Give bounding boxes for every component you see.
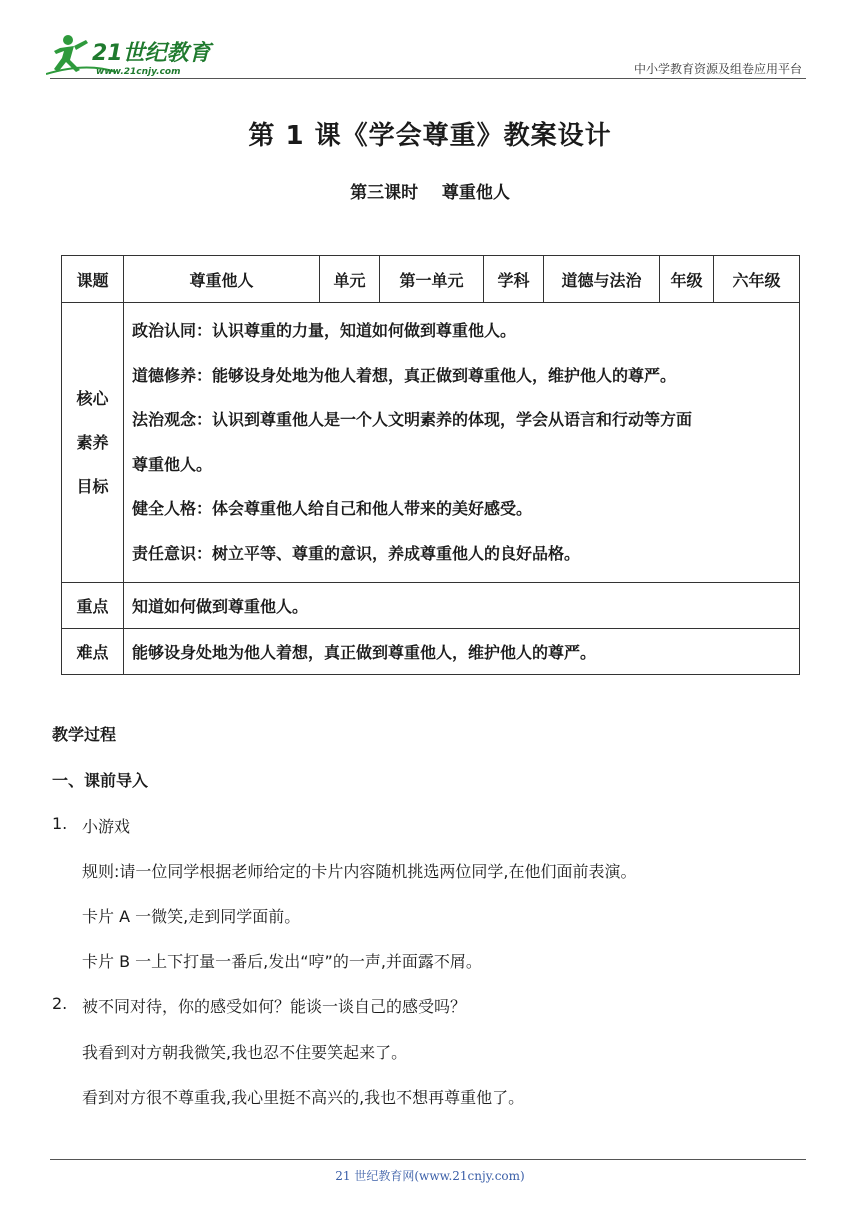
goal-political: 政治认同：认识尊重的力量，知道如何做到尊重他人。 — [132, 321, 517, 340]
goal-law: 法治观念：认识到尊重他人是一个人文明素养的体现，学会从语言和行动等方面 — [132, 410, 693, 429]
goal-moral: 道德修养：能够设身处地为他人着想，真正做到尊重他人，维护他人的尊严。 — [132, 365, 677, 385]
goal-law-cont: 尊重他人。 — [132, 454, 213, 474]
label-grade: 年级 — [660, 256, 714, 303]
label-difficult-point: 难点 — [62, 629, 124, 675]
logo-url-text: www.21cnjy.com — [96, 67, 181, 77]
goal-personality: 健全人格：体会尊重他人给自己和他人带来的美好感受。 — [132, 499, 533, 518]
table-row — [62, 583, 800, 629]
page-footer: 21 世纪教育网(www.21cnjy.com) — [335, 1169, 525, 1183]
label-topic: 课题 — [62, 256, 124, 303]
page-title: 第 1 课《学会尊重》教案设计 — [248, 121, 612, 151]
label-core-goals: 核心 素养 目标 — [62, 303, 124, 583]
section-heading: 一、课前导入 — [52, 771, 149, 790]
label-subject: 学科 — [484, 256, 544, 303]
value-topic: 尊重他人 — [124, 256, 320, 303]
item-title: 被不同对待，你的感受如何？能谈一谈自己的感受吗？ — [82, 997, 467, 1016]
list-item: 卡片 A 一微笑,走到同学面前。 — [82, 907, 301, 926]
label-unit: 单元 — [320, 256, 380, 303]
value-grade: 六年级 — [714, 256, 800, 303]
process-heading: 教学过程 — [52, 725, 117, 744]
table-row — [62, 303, 800, 583]
goal-responsibility: 责任意识：树立平等、尊重的意识，养成尊重他人的良好品格。 — [132, 543, 581, 563]
logo-text: 21世纪教育 — [92, 41, 211, 66]
difficult-point-text: 能够设身处地为他人着想，真正做到尊重他人，维护他人的尊严。 — [124, 629, 800, 675]
value-unit: 第一单元 — [380, 256, 484, 303]
item-number: 2. — [52, 994, 68, 1013]
core-goals-content — [124, 303, 800, 583]
item-number: 1. — [52, 814, 68, 833]
footer-divider — [50, 1159, 806, 1160]
list-item: 规则:请一位同学根据老师给定的卡片内容随机挑选两位同学,在他们面前表演。 — [82, 862, 637, 881]
list-item: 看到对方很不尊重我,我心里挺不高兴的,我也不想再尊重他了。 — [82, 1088, 525, 1107]
page-header — [0, 0, 860, 80]
page-subtitle: 第三课时 尊重他人 — [350, 183, 510, 203]
header-divider — [50, 78, 806, 79]
21cnjy-logo — [46, 32, 216, 78]
item-title: 小游戏 — [82, 817, 131, 836]
label-key-point: 重点 — [62, 583, 124, 629]
table-row — [62, 256, 800, 303]
platform-name: 中小学教育资源及组卷应用平台 — [633, 62, 802, 76]
table-row — [62, 629, 800, 675]
list-item: 卡片 B 一上下打量一番后,发出“哼”的一声,并面露不屑。 — [82, 952, 482, 971]
key-point-text: 知道如何做到尊重他人。 — [124, 583, 800, 629]
list-item: 我看到对方朝我微笑,我也忍不住要笑起来了。 — [82, 1043, 408, 1062]
lesson-info-table — [61, 255, 800, 675]
value-subject: 道德与法治 — [544, 256, 660, 303]
